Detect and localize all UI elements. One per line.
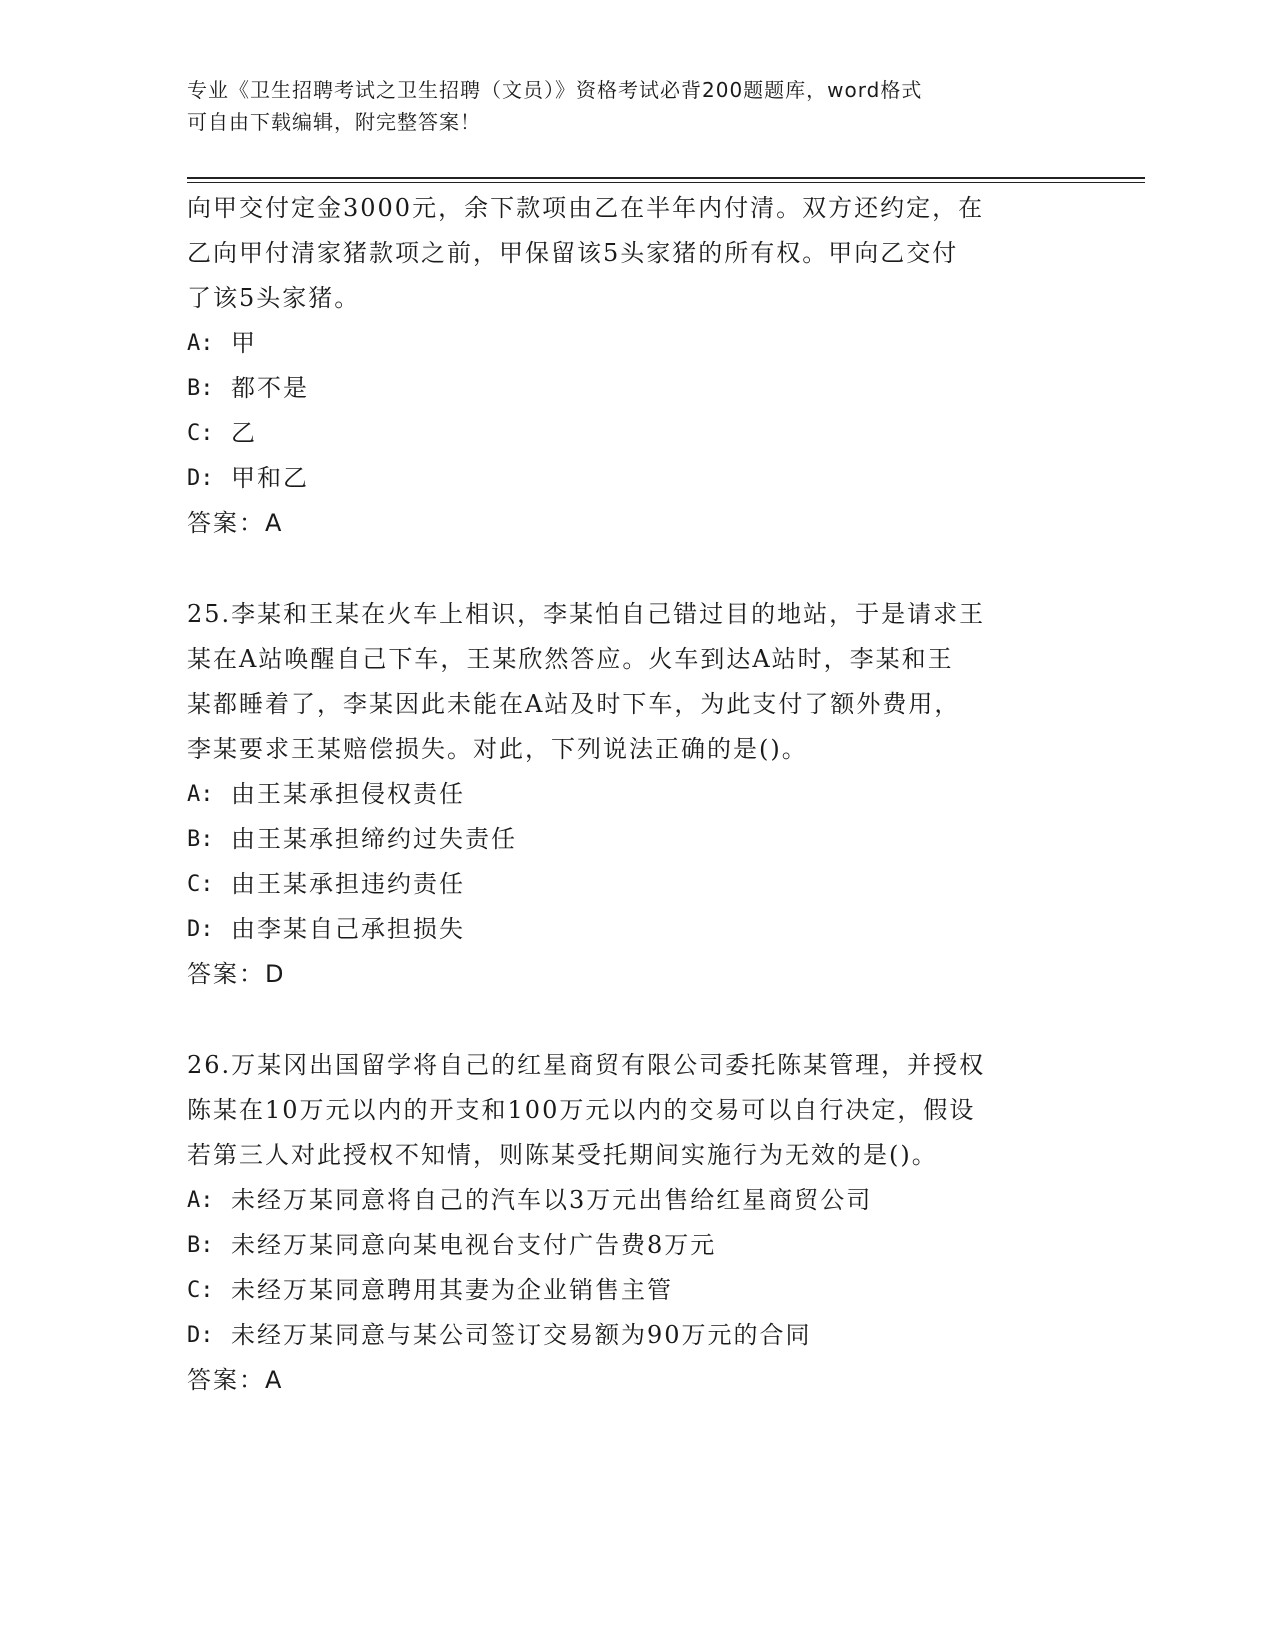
header-line-1: 专业《卫生招聘考试之卫生招聘（文员）》资格考试必背200题题库，word格式 [187, 78, 923, 102]
option-d [187, 1313, 1087, 1358]
answer-line: 答案：A [187, 509, 284, 537]
option-text: 由李某自己承担损失 [231, 915, 465, 943]
document-header [187, 74, 1087, 138]
question-text-line: 李某要求王某赔偿损失。对此，下列说法正确的是()。 [187, 735, 808, 763]
option-letter: C: [187, 421, 214, 446]
option-text: 都不是 [231, 374, 309, 402]
option-text: 由王某承担侵权责任 [231, 780, 465, 808]
option-letter: C: [187, 872, 214, 897]
question-text-line: 26.万某冈出国留学将自己的红星商贸有限公司委托陈某管理，并授权 [187, 1051, 986, 1079]
option-text: 由王某承担缔约过失责任 [231, 825, 517, 853]
question-text-line: 若第三人对此授权不知情，则陈某受托期间实施行为无效的是()。 [187, 1141, 938, 1169]
header-line-2: 可自由下载编辑，附完整答案！ [187, 110, 481, 134]
header-divider-thick [187, 177, 1145, 179]
option-c [187, 411, 1087, 456]
option-letter: A: [187, 782, 214, 807]
question-text-line: 向甲交付定金3000元，余下款项由乙在半年内付清。双方还约定，在 [187, 194, 985, 222]
option-text: 未经万某同意聘用其妻为企业销售主管 [231, 1276, 673, 1304]
option-a [187, 772, 1087, 817]
option-b [187, 817, 1087, 862]
answer-line: 答案：D [187, 960, 286, 988]
option-text: 乙 [231, 419, 257, 447]
question-text-line: 陈某在10万元以内的开支和100万元以内的交易可以自行决定，假设 [187, 1096, 976, 1124]
option-letter: C: [187, 1278, 214, 1303]
question-text-line: 某在A站唤醒自己下车，王某欣然答应。火车到达A站时，李某和王 [187, 645, 954, 673]
answer-line: 答案：A [187, 1366, 284, 1394]
option-text: 甲 [231, 329, 257, 357]
question-block [187, 592, 1087, 997]
option-b [187, 366, 1087, 411]
option-c [187, 1268, 1087, 1313]
option-text: 甲和乙 [231, 464, 309, 492]
option-letter: D: [187, 466, 214, 491]
option-letter: D: [187, 917, 214, 942]
option-d [187, 907, 1087, 952]
option-letter: B: [187, 376, 214, 401]
option-text: 未经万某同意向某电视台支付广告费8万元 [231, 1231, 717, 1259]
question-text-line: 了该5头家猪。 [187, 284, 361, 312]
question-text-line: 25.李某和王某在火车上相识，李某怕自己错过目的地站，于是请求王 [187, 600, 986, 628]
option-d [187, 456, 1087, 501]
header-divider-thin [187, 182, 1145, 183]
option-b [187, 1223, 1087, 1268]
question-text-line: 某都睡着了，李某因此未能在A站及时下车，为此支付了额外费用， [187, 690, 961, 718]
option-text: 未经万某同意将自己的汽车以3万元出售给红星商贸公司 [231, 1186, 873, 1214]
question-block [187, 1043, 1087, 1403]
option-letter: D: [187, 1323, 214, 1348]
option-letter: B: [187, 1233, 214, 1258]
option-text: 由王某承担违约责任 [231, 870, 465, 898]
option-letter: A: [187, 331, 214, 356]
option-c [187, 862, 1087, 907]
option-letter: A: [187, 1188, 214, 1213]
question-text-line: 乙向甲付清家猪款项之前，甲保留该5头家猪的所有权。甲向乙交付 [187, 239, 959, 267]
option-letter: B: [187, 827, 214, 852]
option-text: 未经万某同意与某公司签订交易额为90万元的合同 [231, 1321, 812, 1349]
question-list [187, 186, 1087, 1403]
option-a [187, 321, 1087, 366]
question-block [187, 186, 1087, 546]
option-a [187, 1178, 1087, 1223]
